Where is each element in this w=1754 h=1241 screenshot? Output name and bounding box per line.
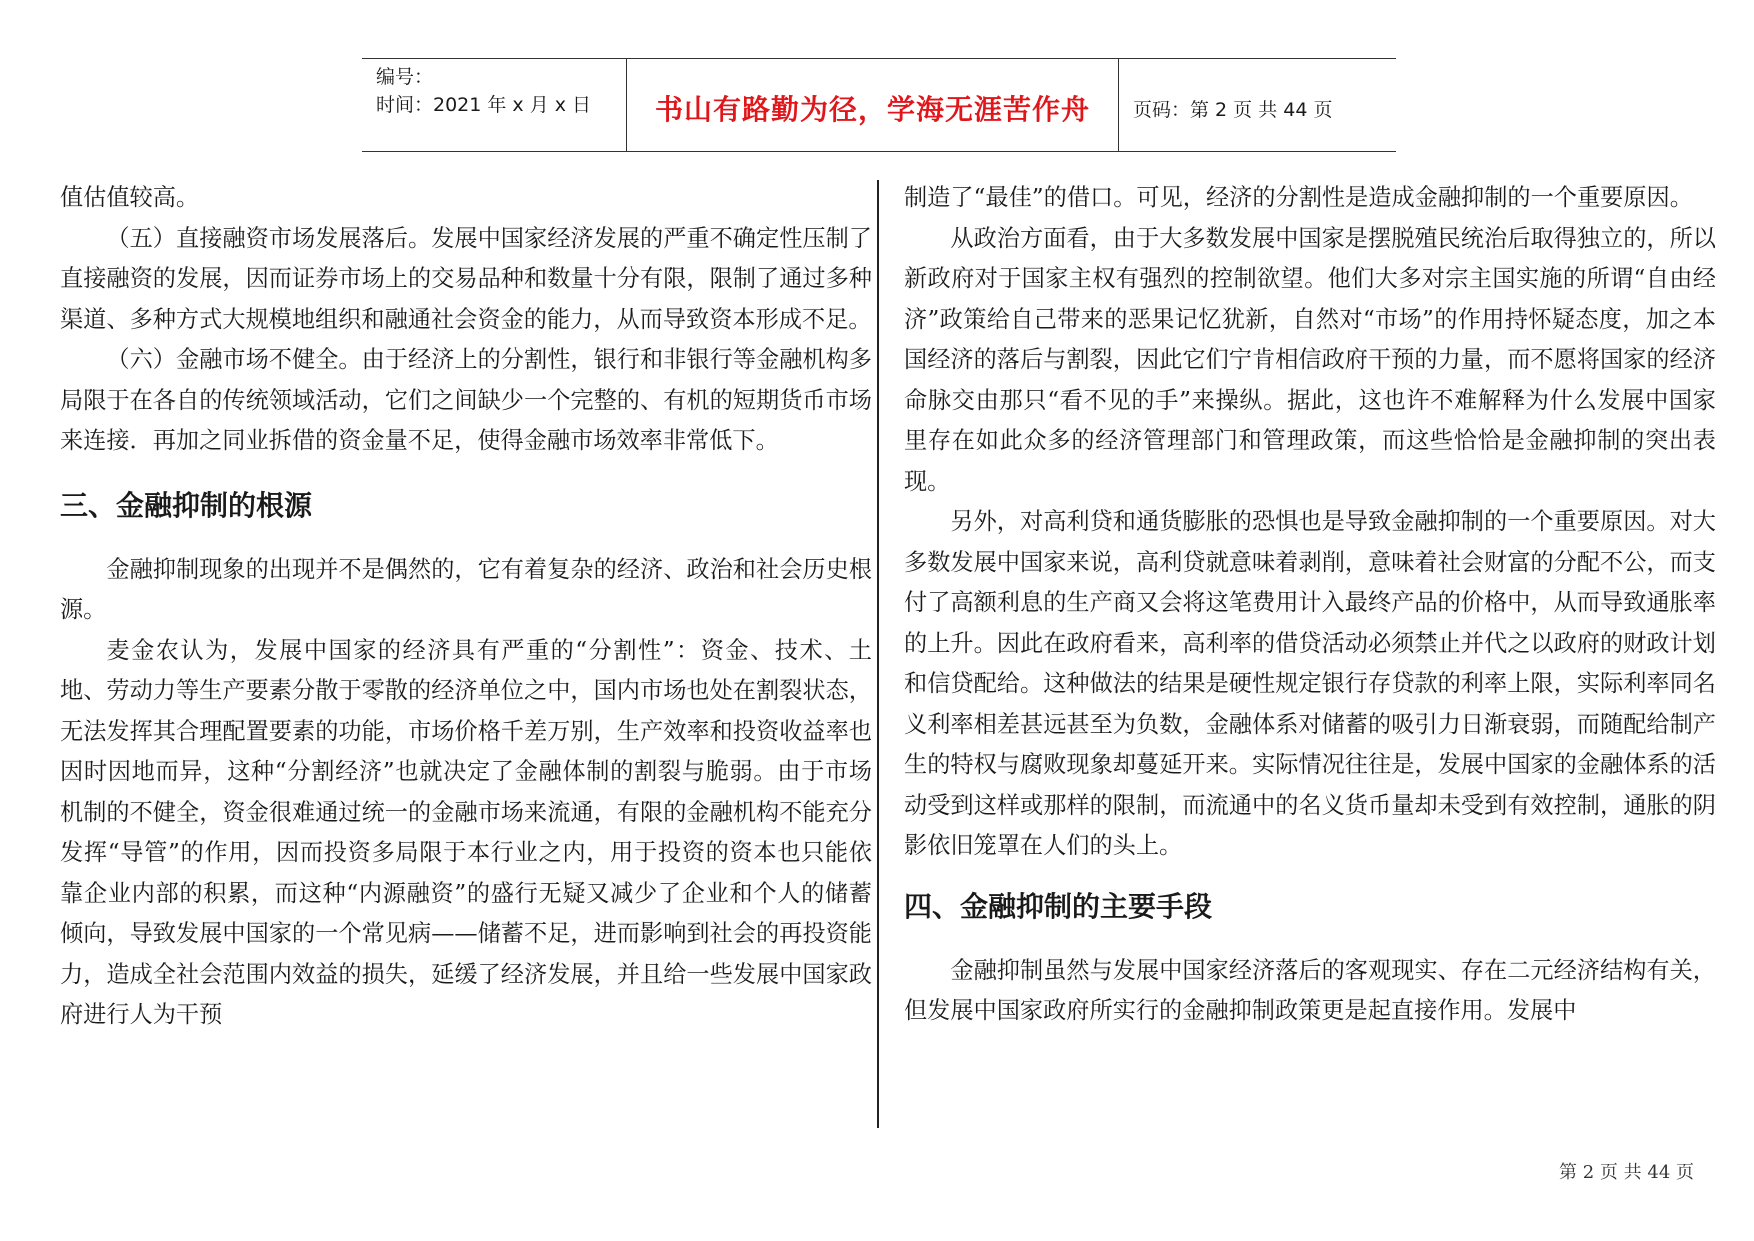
page-header: [362, 58, 1396, 152]
header-page-info: 页码：第 2 页 共 44 页: [1133, 98, 1333, 121]
header-meta: [362, 59, 627, 151]
header-motto: 书山有路勤为径，学海无涯苦作舟: [627, 59, 1119, 151]
right-column: [904, 178, 1716, 1032]
section-heading-4: 四、金融抑制的主要手段: [904, 889, 1213, 923]
section-heading-3: 三、金融抑制的根源: [60, 488, 313, 522]
page-footer: 第 2 页 共 44 页: [1559, 1162, 1694, 1183]
paragraph: （五）直接融资市场发展落后。发展中国家经济发展的严重不确定性压制了直接融资的发展，因而证券市场上的交易品种和数量十分有限，限制了通过多种渠道、多种方式大规模地组织和融通社会资金的能力，从而导致资本形成不足。: [60, 224, 872, 333]
paragraph: 制造了“最佳”的借口。可见，经济的分割性是造成金融抑制的一个重要原因。: [904, 184, 1693, 211]
paragraph: 金融抑制虽然与发展中国家经济落后的客观现实、存在二元经济结构有关，但发展中国家政府所实行的金融抑制政策更是起直接作用。发展中: [904, 956, 1716, 1024]
paragraph: 麦金农认为，发展中国家的经济具有严重的“分割性”：资金、技术、土地、劳动力等生产要素分散于零散的经济单位之中，国内市场也处在割裂状态，无法发挥其合理配置要素的功能，市场价格千差万别，生产效率和投资收益率也因时因地而异，这种“分割经济”也就决定了金融体制的割裂与脆弱。由于市场机制的不健全，资金很难通过统一的金融市场来流通，有限的金融机构不能充分发挥“导管”的作用，因而投资多局限于本行业之内，用于投资的资本也只能依靠企业内部的积累，而这种“内源融资”的盛行无疑又减少了企业和个人的储蓄倾向，导致发展中国家的一个常见病——储蓄不足，进而影响到社会的再投资能力，造成全社会范围内效益的损失，延缓了经济发展，并且给一些发展中国家政府进行人为干预: [60, 636, 872, 1028]
paragraph: 金融抑制现象的出现并不是偶然的，它有着复杂的经济、政治和社会历史根源。: [60, 555, 872, 623]
left-column: [60, 178, 872, 1036]
paragraph: 从政治方面看，由于大多数发展中国家是摆脱殖民统治后取得独立的，所以新政府对于国家主权有强烈的控制欲望。他们大多对宗主国实施的所谓“自由经济”政策给自己带来的恶果记忆犹新，自然对“市场”的作用持怀疑态度，加之本国经济的落后与割裂，因此它们宁肯相信政府干预的力量，而不愿将国家的经济命脉交由那只“看不见的手”来操纵。据此，这也许不难解释为什么发展中国家里存在如此众多的经济管理部门和管理政策，而这些恰恰是金融抑制的突出表现。: [904, 224, 1716, 495]
document-number-label: 编号：: [376, 66, 434, 88]
document-time-label: 时间：2021 年 x 月 x 日: [376, 94, 592, 116]
paragraph: 另外，对高利贷和通货膨胀的恐惧也是导致金融抑制的一个重要原因。对大多数发展中国家来说，高利贷就意味着剥削，意味着社会财富的分配不公，而支付了高额利息的生产商又会将这笔费用计入最终产品的价格中，从而导致通胀率的上升。因此在政府看来，高利率的借贷活动必须禁止并代之以政府的财政计划和信贷配给。这种做法的结果是硬性规定银行存贷款的利率上限，实际利率同名义利率相差甚远甚至为负数，金融体系对储蓄的吸引力日渐衰弱，而随配给制产生的特权与腐败现象却蔓延开来。实际情况往往是，发展中国家的金融体系的活动受到这样或那样的限制，而流通中的名义货币量却未受到有效控制，通胀的阴影依旧笼罩在人们的头上。: [904, 508, 1716, 859]
paragraph: 值估值较高。: [60, 184, 200, 211]
column-divider: [877, 180, 879, 1128]
paragraph: （六）金融市场不健全。由于经济上的分割性，银行和非银行等金融机构多局限于在各自的传统领域活动，它们之间缺少一个完整的、有机的短期货币市场来连接．再加之同业拆借的资金量不足，使得金融市场效率非常低下。: [60, 346, 872, 454]
